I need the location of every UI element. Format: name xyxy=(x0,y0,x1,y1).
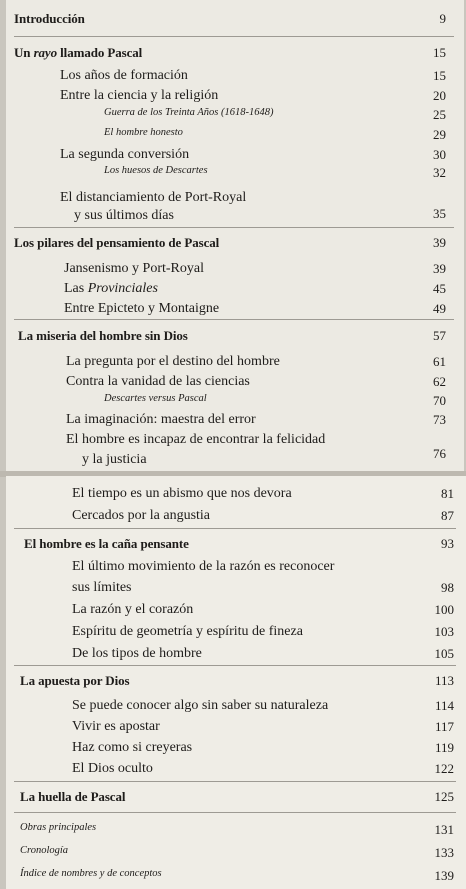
toc-page-number: 117 xyxy=(434,719,454,734)
toc-page-number: 15 xyxy=(433,68,446,83)
toc-entry-title: El hombre honesto xyxy=(104,127,183,138)
toc-page-number: 45 xyxy=(433,281,446,296)
toc-entry-title: Guerra de los Treinta Años (1618-1648) xyxy=(104,107,274,118)
toc-page-number: 103 xyxy=(434,624,454,639)
toc-entry-title: Los años de formación xyxy=(60,68,188,83)
toc-entry-title: De los tipos de hombre xyxy=(72,646,202,661)
toc-entry-title: La imaginación: maestra del error xyxy=(66,412,256,427)
section-divider xyxy=(14,36,454,37)
toc-entry-title: Índice de nombres y de conceptos xyxy=(20,868,162,879)
toc-entry-title: y la justicia xyxy=(82,452,147,467)
toc-entry-title: Entre la ciencia y la religión xyxy=(60,88,219,103)
toc-page-number: 39 xyxy=(433,235,446,250)
toc-entry-title: El Dios oculto xyxy=(72,761,153,776)
section-divider xyxy=(14,227,454,228)
toc-page-number: 133 xyxy=(434,845,454,860)
toc-entry-title: Los pilares del pensamiento de Pascal xyxy=(14,235,220,250)
toc-page-number: 49 xyxy=(433,301,446,316)
toc-entry-title: Entre Epicteto y Montaigne xyxy=(64,301,220,316)
section-divider xyxy=(14,781,456,782)
toc-page-number: 25 xyxy=(433,107,446,122)
toc-page-number: 87 xyxy=(441,508,454,523)
toc-page-number: 81 xyxy=(441,486,454,501)
toc-page-number: 105 xyxy=(434,646,454,661)
toc-entry-title: El hombre es incapaz de encontrar la felicidad xyxy=(66,432,326,447)
toc-entry-title: Introducción xyxy=(14,11,85,26)
title-fragment: llamado Pascal xyxy=(57,45,143,60)
toc-entry-title: Cercados por la angustia xyxy=(72,508,211,523)
toc-page-number: 125 xyxy=(434,789,454,804)
toc-entry-title: La huella de Pascal xyxy=(20,789,126,804)
toc-page-number: 57 xyxy=(433,328,446,343)
toc-page-top xyxy=(6,0,464,472)
toc-page-bottom xyxy=(6,476,466,889)
title-fragment: rayo xyxy=(33,45,58,60)
toc-page-number: 76 xyxy=(433,446,446,461)
toc-page-number: 113 xyxy=(434,673,454,688)
toc-page-number: 20 xyxy=(433,88,446,103)
toc-entry-title: Descartes versus Pascal xyxy=(104,393,207,404)
toc-page-number: 119 xyxy=(434,740,454,755)
toc-entry-title: Los huesos de Descartes xyxy=(104,165,208,176)
toc-entry-title: El último movimiento de la razón es reconocer xyxy=(72,559,335,574)
toc-page-number: 93 xyxy=(441,536,454,551)
toc-entry-title: La apuesta por Dios xyxy=(20,673,130,688)
section-divider xyxy=(14,319,454,320)
toc-entry-title: Se puede conocer algo sin saber su naturaleza xyxy=(72,698,329,713)
title-fragment: Provinciales xyxy=(87,281,158,296)
toc-entry-title: Jansenismo y Port-Royal xyxy=(64,261,204,276)
toc-page-number: 29 xyxy=(433,127,446,142)
toc-page-number: 73 xyxy=(433,412,446,427)
toc-entry-title: La razón y el corazón xyxy=(72,602,194,617)
toc-entry-title: Obras principales xyxy=(20,822,97,833)
toc-page-number: 35 xyxy=(433,206,446,221)
toc-entry-title: La segunda conversión xyxy=(60,147,190,162)
toc-entry-title: La pregunta por el destino del hombre xyxy=(66,354,280,369)
title-fragment: Un xyxy=(14,45,34,60)
toc-page-number: 122 xyxy=(434,761,454,776)
toc-page-number: 98 xyxy=(441,580,454,595)
toc-entry-title: Contra la vanidad de las ciencias xyxy=(66,374,250,389)
toc-entry-title: Haz como si creyeras xyxy=(72,740,193,755)
toc-page-number: 62 xyxy=(433,374,446,389)
toc-page-number: 139 xyxy=(434,868,454,883)
toc-entry-title: El hombre es la caña pensante xyxy=(24,536,189,551)
toc-entry-title: La miseria del hombre sin Dios xyxy=(18,328,188,343)
toc-page-number: 100 xyxy=(434,602,454,617)
toc-entry-title xyxy=(64,281,158,297)
toc-page-number: 30 xyxy=(433,147,446,162)
toc-entry-title: Cronología xyxy=(20,845,69,856)
toc-entry-title xyxy=(14,45,142,61)
toc-page-number: 131 xyxy=(434,822,454,837)
section-divider xyxy=(14,812,456,813)
section-divider xyxy=(14,528,456,529)
toc-page-number: 15 xyxy=(433,45,446,60)
toc-entry-title: Espíritu de geometría y espíritu de fineza xyxy=(72,624,303,639)
toc-entry-title: Vivir es apostar xyxy=(72,719,160,734)
toc-entry-title: y sus últimos días xyxy=(74,208,174,223)
title-fragment: Las xyxy=(64,281,88,296)
toc-page-number: 114 xyxy=(434,698,454,713)
toc-page-number: 70 xyxy=(433,393,446,408)
toc-entry-title: El distanciamiento de Port-Royal xyxy=(60,190,247,205)
toc-page-number: 39 xyxy=(433,261,446,276)
section-divider xyxy=(14,665,456,666)
toc-page-number: 9 xyxy=(439,11,446,26)
toc-entry-title: El tiempo es un abismo que nos devora xyxy=(72,486,292,501)
toc-page-number: 61 xyxy=(433,354,446,369)
toc-page-number: 32 xyxy=(433,165,446,180)
toc-entry-title: sus límites xyxy=(72,580,132,595)
